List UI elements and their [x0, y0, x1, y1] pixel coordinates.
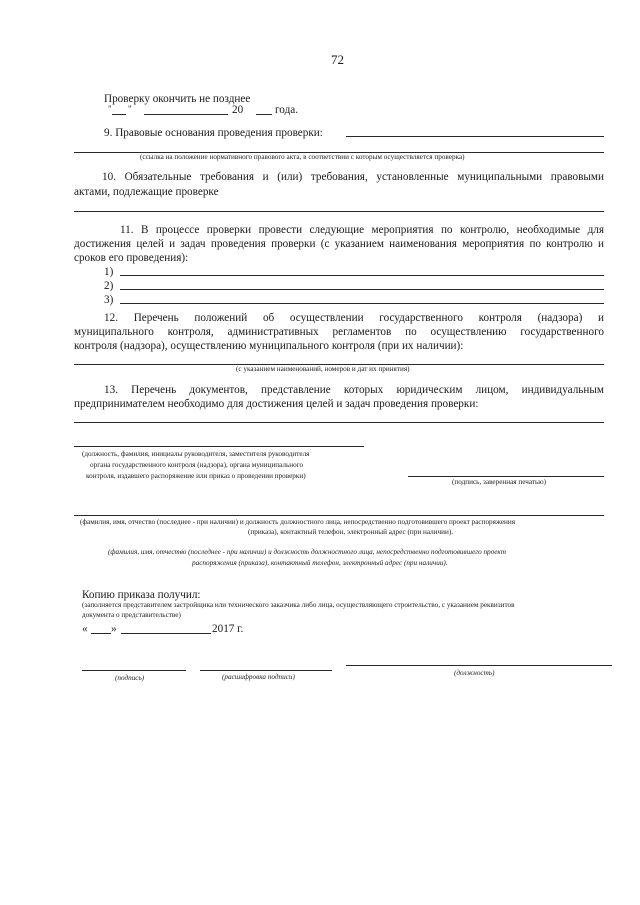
section-11-item-3-line [120, 303, 604, 304]
section-13-line-1: 13. Перечень документов, представление которых юридическим лицом, индивидуальным [104, 384, 604, 396]
section-11-line-1: 11. В процессе проверки провести следующие мероприятия по контролю, необходимые для [120, 224, 604, 236]
preparer-italic-2: распоряжения (приказа), контактный телефон, электронный адрес (при наличии). [192, 559, 448, 567]
deadline-day-line [112, 114, 126, 115]
section-12-line-3: контроля (надзора), осуществлению муниципального контроля (при их наличии): [74, 340, 464, 352]
section-10-line [74, 211, 604, 212]
section-12-line-2: муниципального контроля, административных регламентов по осуществлению государственного [74, 326, 604, 338]
deadline-year-word: года. [275, 104, 299, 116]
copy-heading: Копию приказа получил: [82, 589, 201, 601]
footer-decode-line [200, 670, 332, 671]
signature-right-caption: (подпись, заверенная печатью) [452, 478, 547, 486]
signature-left-caption-3: контроля, издавшего распоряжение или приказ о проведении проверки) [86, 472, 306, 480]
preparer-caption-2: (приказа), контактный телефон, электронный адрес (при наличии). [248, 528, 454, 536]
copy-date-open: « [82, 623, 88, 635]
footer-sign-line [82, 670, 186, 671]
deadline-quote-close: " [128, 104, 132, 114]
section-10-line-2: актами, подлежащие проверке [74, 186, 219, 198]
footer-sign-caption: (подпись) [115, 674, 145, 682]
section-11-line-3: сроков его проведения): [74, 252, 189, 264]
deadline-quote-open: " [108, 104, 112, 114]
signature-left-caption-1: (должность, фамилия, инициалы руководителя, заместителя руководителя [82, 450, 310, 458]
section-9-line [346, 136, 604, 137]
section-11-item-1: 1) [104, 266, 114, 278]
section-11-item-2: 2) [104, 280, 114, 292]
deadline-century: 20 [232, 104, 244, 116]
section-11-item-3: 3) [104, 294, 114, 306]
deadline-year-line [256, 114, 272, 115]
copy-day-line [91, 633, 111, 634]
section-13-line [74, 422, 604, 423]
preparer-line [74, 515, 604, 516]
preparer-caption-1: (фамилия, имя, отчество (последнее - при наличии) и должность должностного лица, непосредственно подготовившего проект распоряжения [80, 518, 516, 526]
signature-right-line [408, 476, 604, 477]
copy-note-1: (заполняется представителем застройщика или технического заказчика либо лица, осуществляющего строительство, с указанием реквизитов [82, 601, 515, 609]
section-13-line-2: предпринимателем необходимо для достижения целей и задач проведения проверки: [74, 398, 479, 410]
section-10-line-1: 10. Обязательные требования и (или) требования, установленные муниципальными правовыми [102, 171, 604, 183]
page-number: 72 [331, 52, 344, 67]
copy-note-2: документа о представительстве) [82, 611, 181, 619]
signature-left-line [74, 446, 364, 447]
deadline-month-line [144, 114, 228, 115]
footer-position-caption: (должность) [454, 669, 495, 677]
section-11-item-1-line [120, 275, 604, 276]
section-11-item-2-line [120, 289, 604, 290]
copy-month-line [121, 633, 211, 634]
footer-decode-caption: (расшифровка подписи) [222, 673, 295, 681]
section-12-caption: (с указанием наименований, номеров и дат их принятия) [236, 365, 410, 373]
section-11-line-2: достижения целей и задач проведения проверки (с указанием наименования мероприятия по контролю и [74, 238, 604, 250]
copy-year: 2017 г. [212, 623, 244, 635]
preparer-italic-1: (фамилия, имя, отчество (последнее - при наличии) и должность должностного лица, непосредственно подготовившего проект [108, 548, 506, 556]
deadline-label: Проверку окончить не позднее [104, 93, 251, 105]
copy-date-close: » [111, 623, 117, 635]
section-9-text: 9. Правовые основания проведения проверки: [104, 127, 323, 139]
section-12-line-1: 12. Перечень положений об осуществлении государственного контроля (надзора) и [104, 312, 604, 324]
footer-position-line [346, 665, 612, 666]
section-9-caption: (ссылка на положение нормативного правового акта, в соответствии с которым осуществляется проверка) [140, 153, 465, 161]
signature-left-caption-2: органа государственного контроля (надзора), органа муниципального [90, 461, 304, 469]
